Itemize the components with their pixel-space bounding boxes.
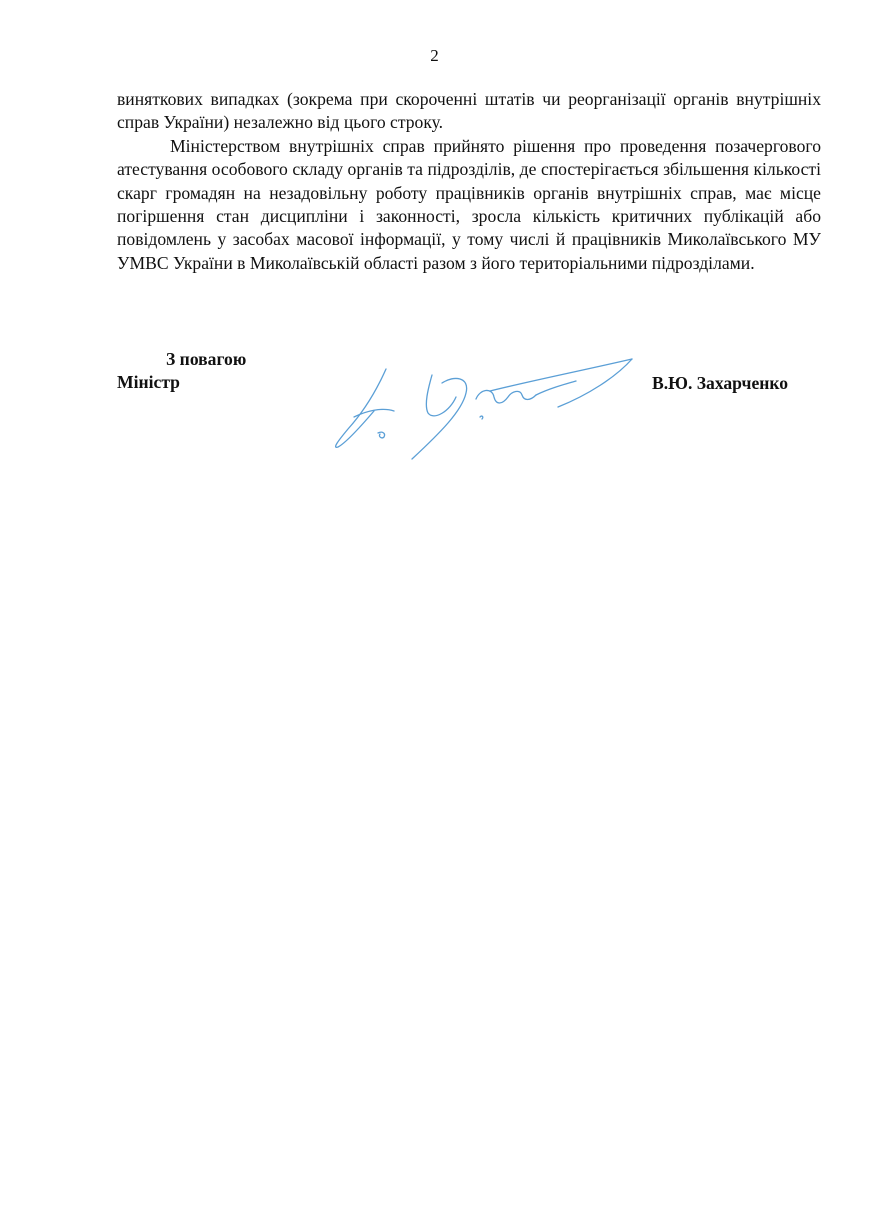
handwritten-signature [330, 355, 640, 465]
paragraph-decision: Міністерством внутрішніх справ прийнято рішення про проведення позачергового атестування особового складу органів та підрозділів, де спостерігається збільшення кількості скарг громадян на незадовільну роботу працівників органів внутрішніх справ, має місце погіршення стан дисципліни і законності, зросла кількість критичних публікацій або повідомлень у засобах масової інформації, у тому числі й працівників Миколаївського МУ УМВС України в Миколаївській області разом з його територіальними підрозділами. [117, 135, 821, 273]
closing-phrase: З повагою [166, 349, 247, 369]
signer-name: В.Ю. Захарченко [652, 373, 789, 393]
paragraph-continuation: виняткових випадках (зокрема при скороченні штатів чи реорганізації органів внутрішніх справ України) незалежно від цього строку. [117, 89, 821, 133]
signer-position: Міністр [117, 372, 180, 392]
letter-body [117, 88, 821, 275]
page-number: 2 [430, 46, 439, 65]
